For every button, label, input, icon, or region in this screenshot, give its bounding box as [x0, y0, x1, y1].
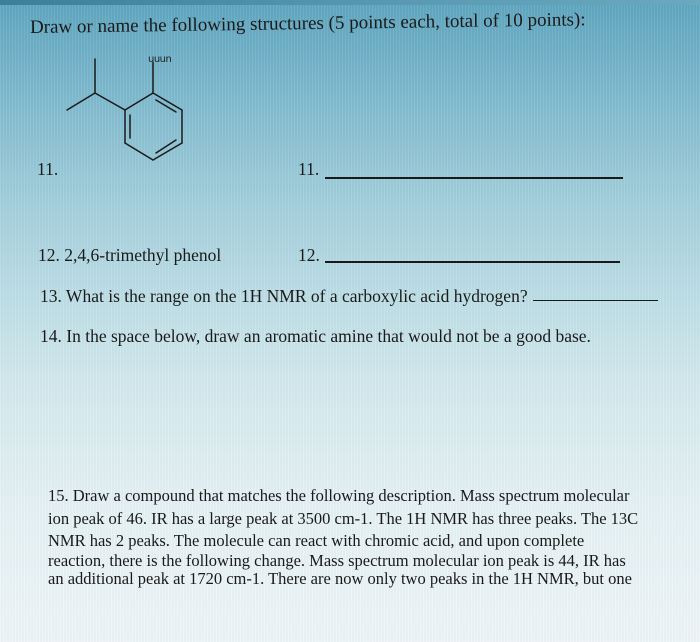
wavy-bond-label: ɥuun — [148, 54, 172, 65]
q15-line-3: NMR has 2 peaks. The molecule can react with chromic acid, and upon complete — [48, 531, 585, 550]
q12-answer-blank[interactable] — [325, 261, 620, 263]
q11-label-left: 11. — [37, 159, 59, 179]
q12-label-right: 12. — [298, 245, 320, 265]
q15-line-4: reaction, there is the following change. Mass spectrum molecular ion peak is 44, IR has — [48, 551, 626, 570]
q15-line-5: an additional peak at 1720 cm-1. There are now only two peaks in the 1H NMR, but one — [48, 569, 632, 588]
q13-answer-blank[interactable] — [533, 300, 658, 301]
screen-top-edge — [0, 0, 700, 5]
q15-line-1: 15. Draw a compound that matches the following description. Mass spectrum molecular — [48, 486, 630, 505]
q12-label-left: 12. 2,4,6-trimethyl phenol — [38, 245, 222, 265]
chemical-structure-q11 — [50, 50, 250, 170]
q14-question: 14. In the space below, draw an aromatic amine that would not be a good base. — [40, 326, 591, 346]
q11-label-right: 11. — [298, 159, 320, 179]
isopropyl-benzene-structure — [67, 59, 182, 160]
q15-line-2: ion peak of 46. IR has a large peak at 3500 cm-1. The 1H NMR has three peaks. The 13C — [48, 509, 639, 528]
q13-question: 13. What is the range on the 1H NMR of a carboxylic acid hydrogen? — [40, 286, 528, 306]
page-title: Draw or name the following structures (5 points each, total of 10 points): — [29, 9, 586, 38]
q11-answer-blank[interactable] — [325, 177, 623, 179]
